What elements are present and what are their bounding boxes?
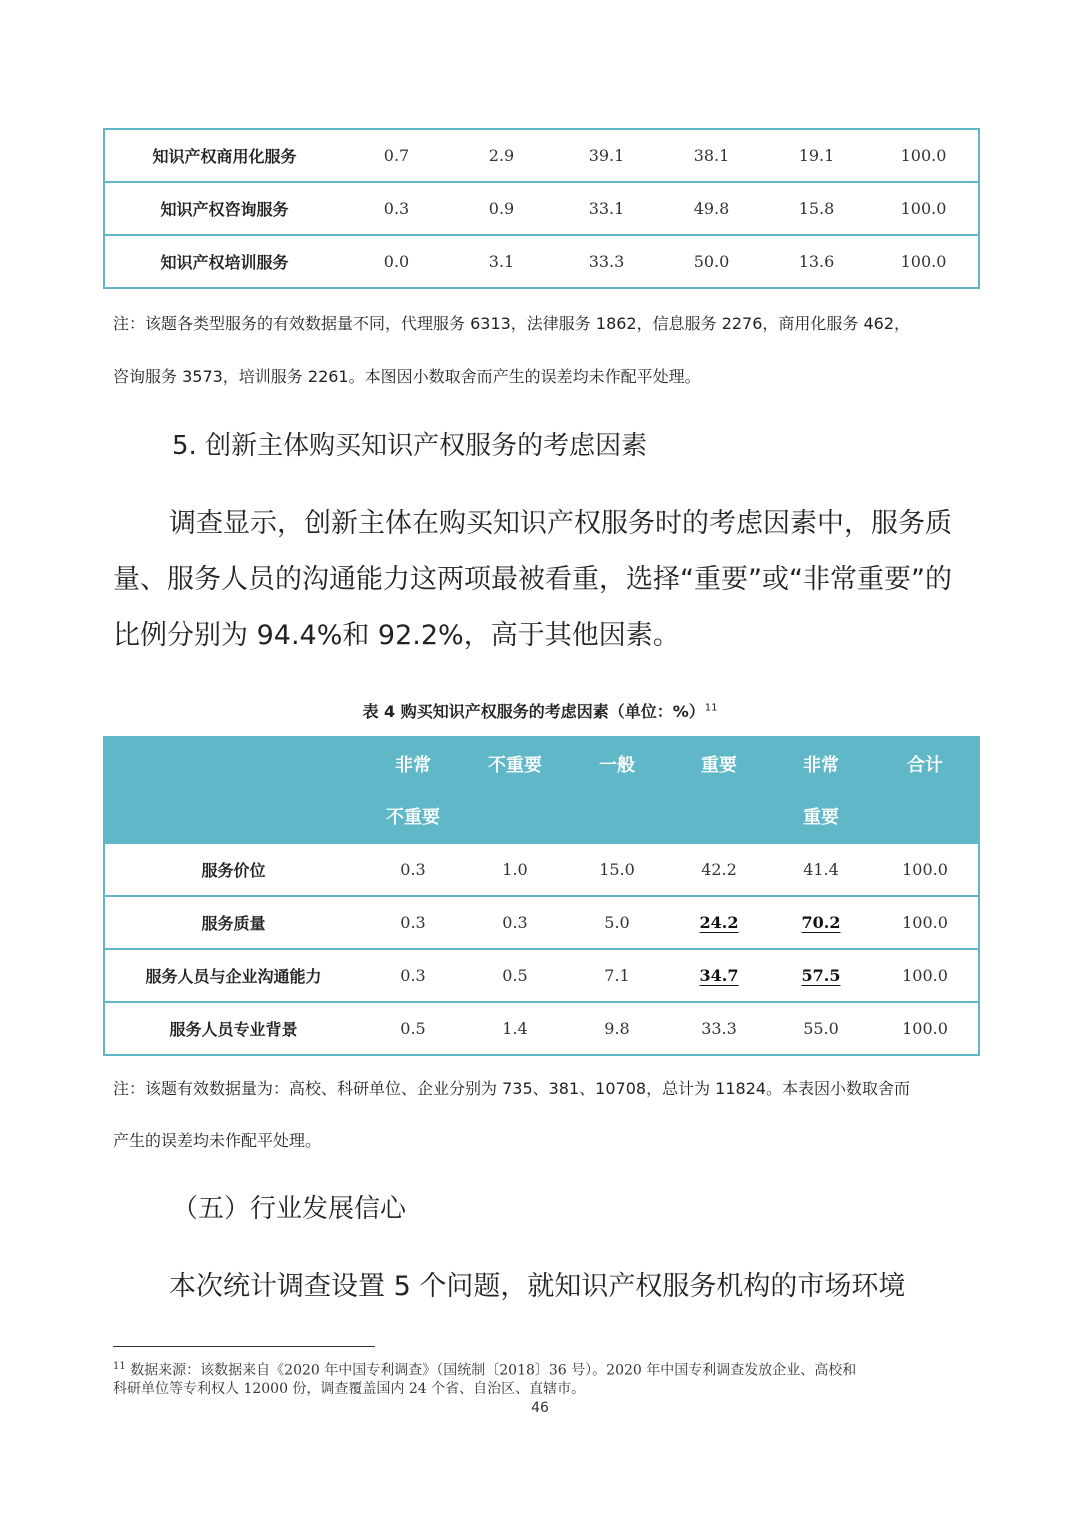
- body-paragraph: 本次统计调查设置 5 个问题，就知识产权服务机构的市场环境: [169, 1271, 906, 1302]
- table-cell: 9.8: [566, 1002, 668, 1055]
- table-cell: 33.3: [588, 252, 625, 271]
- row-label: 知识产权商用化服务: [104, 129, 344, 182]
- table-row: [104, 1002, 979, 1055]
- table-cell: 0.3: [362, 896, 464, 949]
- table-cell: 33.1: [554, 182, 659, 235]
- table-cell: 0.3: [362, 843, 464, 896]
- consideration-factors-table: [103, 736, 980, 1056]
- table-cell: 1.4: [464, 1002, 566, 1055]
- row-label: 服务人员专业背景: [104, 1002, 362, 1055]
- header-important-cont: [668, 790, 770, 843]
- table-cell: 100.0: [872, 896, 979, 949]
- table-cell: 100.0: [869, 182, 979, 235]
- table-note-line: 咨询服务 3573，培训服务 2261。本图因小数取舍而产生的误差均未作配平处理。: [113, 367, 701, 386]
- row-label: 服务价位: [104, 843, 362, 896]
- table-cell: 0.7: [344, 129, 449, 182]
- table-cell-highlighted: 34.7: [668, 949, 770, 1002]
- header-blank: [104, 790, 362, 843]
- table-cell: 19.1: [764, 129, 869, 182]
- table-row: [104, 182, 979, 235]
- table-cell: 33.3: [668, 1002, 770, 1055]
- subsection-heading: （五）行业发展信心: [172, 1194, 407, 1224]
- header-very-important: 非常: [803, 755, 839, 776]
- table-cell: 100.0: [872, 843, 979, 896]
- header-very-important-cont: 重要: [803, 807, 839, 828]
- table-cell: 0.5: [362, 1002, 464, 1055]
- table-cell: 100.0: [869, 129, 979, 182]
- table-cell: 0.5: [464, 949, 566, 1002]
- table-cell-highlighted: 70.2: [770, 896, 872, 949]
- table-cell-highlighted: 57.5: [770, 949, 872, 1002]
- table-cell: 0.9: [449, 182, 554, 235]
- table-cell: 42.2: [668, 843, 770, 896]
- header-unimportant: 不重要: [488, 755, 542, 776]
- table-cell: 100.0: [872, 949, 979, 1002]
- table-cell: 38.1: [659, 129, 764, 182]
- table-cell: 55.0: [770, 1002, 872, 1055]
- table-row: [104, 896, 979, 949]
- header-blank: [104, 737, 362, 790]
- table-cell: 0.0: [383, 252, 410, 271]
- footnote-divider: [113, 1346, 375, 1347]
- table-row: [104, 949, 979, 1002]
- table-cell: 1.0: [464, 843, 566, 896]
- section-heading: 5. 创新主体购买知识产权服务的考虑因素: [172, 431, 648, 461]
- table-cell: 41.4: [770, 843, 872, 896]
- table-cell: 49.8: [659, 182, 764, 235]
- header-neutral: 一般: [599, 755, 635, 776]
- table-cell: 15.8: [764, 182, 869, 235]
- header-total-cont: [872, 790, 979, 843]
- body-paragraph: 调查显示，创新主体在购买知识产权服务时的考虑因素中，服务质量、服务人员的沟通能力这两项最被看重，选择“重要”或“非常重要”的比例分别为 94.4%和 92.2%，高于其他因素。: [113, 508, 952, 651]
- table-cell: 7.1: [566, 949, 668, 1002]
- table-caption-text: 表 4 购买知识产权服务的考虑因素（单位：%）: [362, 702, 705, 721]
- table-row: [104, 843, 979, 896]
- table-cell: 13.6: [798, 252, 835, 271]
- table-header-row: [104, 790, 979, 843]
- header-unimportant-cont: [464, 790, 566, 843]
- page-number: 46: [531, 1400, 549, 1416]
- header-neutral-cont: [566, 790, 668, 843]
- table-cell: 0.3: [362, 949, 464, 1002]
- table-cell: 100.0: [900, 252, 947, 271]
- table-cell: 0.3: [464, 896, 566, 949]
- row-label: 知识产权培训服务: [160, 253, 289, 272]
- table-cell: 0.3: [344, 182, 449, 235]
- header-very-unimportant: 非常: [395, 755, 431, 776]
- table-cell: 15.0: [566, 843, 668, 896]
- footnote-line: 科研单位等专利权人 12000 份，调查覆盖国内 24 个省、自治区、直辖市。: [113, 1381, 586, 1397]
- table-cell: 3.1: [488, 252, 515, 271]
- table-cell: 50.0: [693, 252, 730, 271]
- table-header-row: [104, 737, 979, 790]
- service-distribution-table: [103, 128, 980, 289]
- row-label: 知识产权咨询服务: [104, 182, 344, 235]
- table-caption: [0, 699, 1080, 722]
- table-row: [104, 129, 979, 182]
- table-cell-highlighted: 24.2: [668, 896, 770, 949]
- header-important: 重要: [701, 755, 737, 776]
- table-note-line: 产生的误差均未作配平处理。: [113, 1131, 322, 1150]
- footnote-number: 11: [113, 1361, 126, 1372]
- table-row: [104, 235, 979, 288]
- row-label: 服务人员与企业沟通能力: [104, 949, 362, 1002]
- footnote-ref: 11: [704, 702, 718, 714]
- table-cell: 100.0: [872, 1002, 979, 1055]
- table-cell: 2.9: [449, 129, 554, 182]
- table-note-line: 注：该题各类型服务的有效数据量不同，代理服务 6313，法律服务 1862，信息服务 2276，商用化服务 462，: [113, 314, 911, 333]
- footnote-line: 数据来源：该数据来自《2020 年中国专利调查》（国统制〔2018〕36 号）。2020 年中国专利调查发放企业、高校和: [130, 1362, 857, 1379]
- table-cell: 5.0: [566, 896, 668, 949]
- table-cell: 39.1: [554, 129, 659, 182]
- table-note-line: 注：该题有效数据量为：高校、科研单位、企业分别为 735、381、10708，总计为 11824。本表因小数取舍而: [113, 1079, 911, 1098]
- header-very-unimportant-cont: 不重要: [386, 807, 440, 828]
- header-total: 合计: [907, 755, 943, 776]
- row-label: 服务质量: [104, 896, 362, 949]
